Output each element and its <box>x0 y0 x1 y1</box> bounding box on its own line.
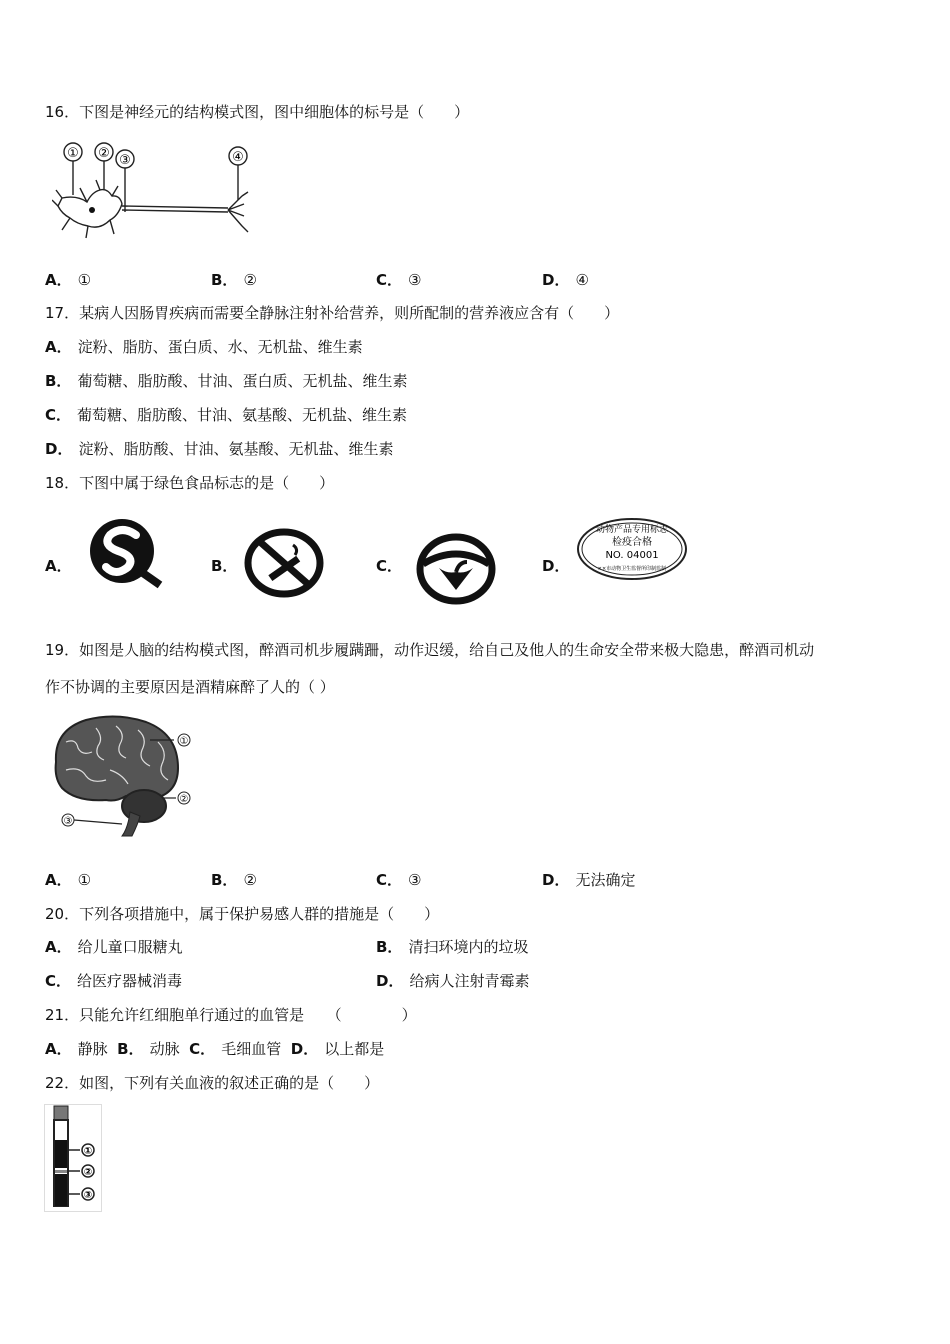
brain-figure <box>46 712 196 840</box>
brain-label-1: ① <box>179 736 189 747</box>
q18-option-c[interactable]: C． <box>376 557 403 575</box>
q21-option-b[interactable]: B． 动脉 <box>117 1040 180 1058</box>
q16-option-b[interactable]: B． ② <box>211 271 257 289</box>
q21-options-row <box>45 1039 384 1059</box>
q18-stem: 18．下图中属于绿色食品标志的是（ ） <box>45 474 335 492</box>
q16-option-c[interactable]: C． ③ <box>376 271 422 289</box>
q21-option-c[interactable]: C． 毛细血管 <box>189 1040 282 1058</box>
q19-option-c[interactable]: C． ③ <box>376 871 422 889</box>
brain-label-3: ③ <box>63 816 73 827</box>
tube-label-2: ② <box>83 1167 93 1178</box>
q19-option-d[interactable]: D． 无法确定 <box>542 871 636 889</box>
q16-option-d[interactable]: D． ④ <box>542 271 589 289</box>
stamp-line-2: 检疫合格 <box>612 537 652 548</box>
q21-stem: 21．只能允许红细胞单行通过的血管是 （ ） <box>45 1006 417 1024</box>
neuron-label-1: ① <box>67 146 79 161</box>
q19-option-a[interactable]: A． ① <box>45 871 92 889</box>
q20-option-a[interactable]: A． 给儿童口服糖丸 <box>45 938 183 956</box>
neuron-figure <box>52 140 252 245</box>
q17-option-c[interactable]: C． 葡萄糖、脂肪酸、甘油、氨基酸、无机盐、维生素 <box>45 406 408 424</box>
q16-option-a[interactable]: A． ① <box>45 271 92 289</box>
q20-stem: 20．下列各项措施中，属于保护易感人群的措施是（ ） <box>45 905 440 923</box>
q19-option-b[interactable]: B． ② <box>211 871 257 889</box>
q21-option-d[interactable]: D． 以上都是 <box>290 1040 385 1058</box>
q17-stem: 17．某病人因肠胃疾病而需要全静脉注射补给营养，则所配制的营养液应含有（ ） <box>45 304 620 322</box>
blood-tube-figure <box>44 1104 102 1212</box>
q17-option-d[interactable]: D． 淀粉、脂肪酸、甘油、氨基酸、无机盐、维生素 <box>45 440 394 458</box>
q19-stem-line2: 作不协调的主要原因是酒精麻醉了人的（ ） <box>45 678 335 696</box>
q17-option-b[interactable]: B． 葡萄糖、脂肪酸、甘油、蛋白质、无机盐、维生素 <box>45 372 408 390</box>
q17-option-a[interactable]: A． 淀粉、脂肪、蛋白质、水、无机盐、维生素 <box>45 338 363 356</box>
q16-stem: 16．下图是神经元的结构模式图，图中细胞体的标号是（ ） <box>45 103 470 121</box>
q18-option-b[interactable]: B． <box>211 557 238 575</box>
tube-label-3: ③ <box>83 1190 93 1201</box>
green-food-logo-icon <box>415 532 497 606</box>
neuron-label-4: ④ <box>232 150 244 165</box>
q20-option-b[interactable]: B． 清扫环境内的垃圾 <box>376 938 529 956</box>
q18-option-d[interactable]: D． <box>542 557 570 575</box>
quarantine-stamp <box>575 515 690 583</box>
brain-label-2: ② <box>179 794 189 805</box>
qs-logo-icon <box>84 515 164 590</box>
tube-label-1: ① <box>83 1146 93 1157</box>
neuron-label-2: ② <box>98 146 110 161</box>
stamp-line-1: 动物产品专用标志 <box>595 525 669 535</box>
stamp-line-3: NO. 04001 <box>605 550 659 561</box>
q19-stem-line1: 19．如图是人脑的结构模式图，醉酒司机步履蹒跚，动作迟缓，给自己及他人的生命安全带来极大隐患，醉酒司机动 <box>45 641 815 659</box>
q20-option-c[interactable]: C． 给医疗器械消毒 <box>45 972 183 990</box>
neuron-label-3: ③ <box>119 153 131 168</box>
q20-option-d[interactable]: D． 给病人注射青霉素 <box>376 972 530 990</box>
q22-stem: 22．如图，下列有关血液的叙述正确的是（ ） <box>45 1074 380 1092</box>
q21-option-a[interactable]: A． 静脉 <box>45 1040 108 1058</box>
no-smoking-icon <box>243 527 325 599</box>
q18-option-a[interactable]: A． <box>45 557 72 575</box>
stamp-line-4: ××市动物卫生监督所印制监制 <box>597 566 667 572</box>
